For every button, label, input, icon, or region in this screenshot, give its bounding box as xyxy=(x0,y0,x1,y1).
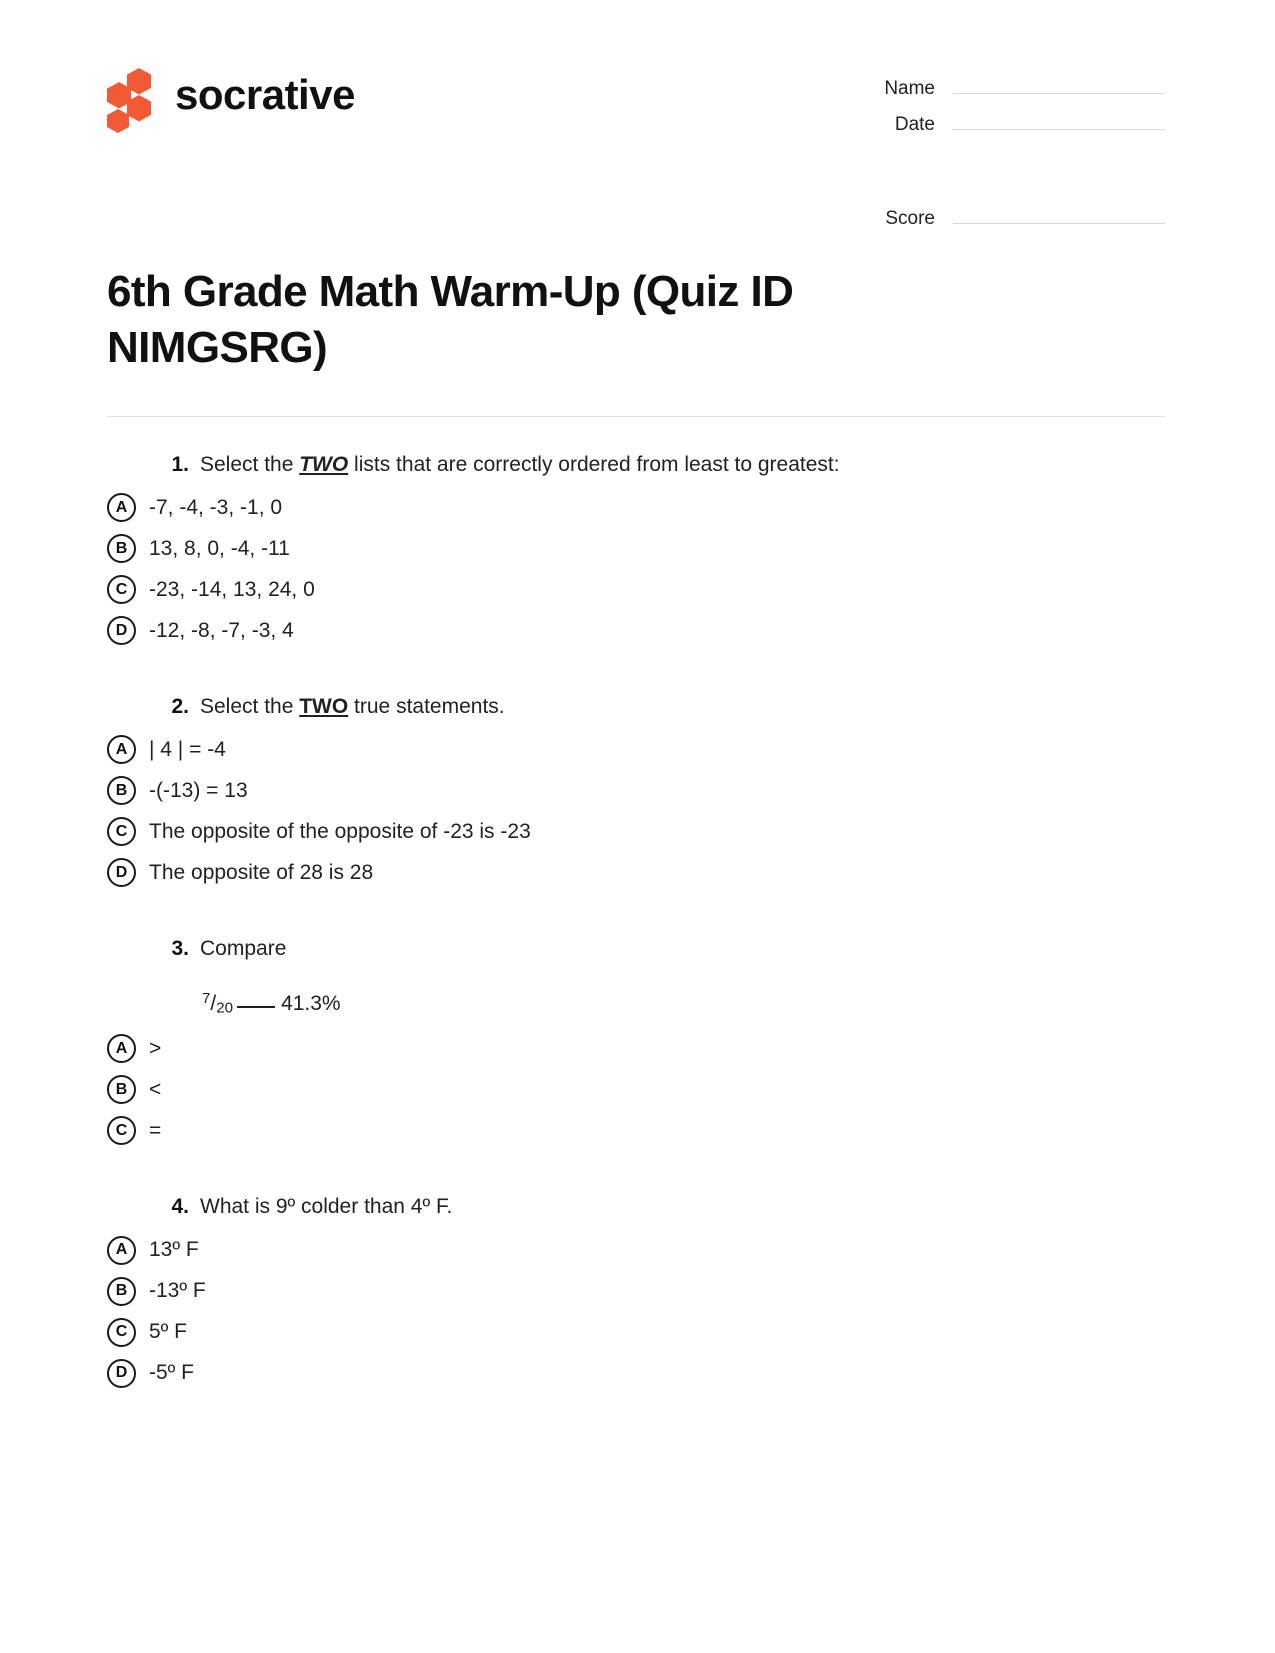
choice-1c-label: -23, -14, 13, 24, 0 xyxy=(149,577,315,601)
date-row xyxy=(835,108,1165,136)
question-2-text-before: Select the xyxy=(200,695,300,719)
question-4-number: 4. xyxy=(171,1195,189,1219)
choice-1b[interactable] xyxy=(107,534,1165,563)
comparison-value: 41.3% xyxy=(281,991,341,1015)
choice-2c[interactable] xyxy=(107,817,1165,846)
question-1-text-before: Select the xyxy=(200,452,300,476)
choice-1c[interactable] xyxy=(107,575,1165,604)
choice-1a[interactable] xyxy=(107,493,1165,522)
question-1-prompt xyxy=(165,451,1165,479)
choice-1c-bubble[interactable]: C xyxy=(107,575,136,604)
name-row xyxy=(835,72,1165,100)
questions-list xyxy=(0,451,1275,1388)
choice-1b-bubble[interactable]: B xyxy=(107,534,136,563)
student-info-block xyxy=(835,62,1165,238)
question-1-text xyxy=(200,451,840,479)
choice-3b[interactable] xyxy=(107,1075,1165,1104)
fraction-separator: / xyxy=(210,991,217,1015)
socrative-hexagons-icon xyxy=(107,68,159,122)
choice-1b-label: 13, 8, 0, -4, -11 xyxy=(149,536,290,560)
choice-2d-bubble[interactable]: D xyxy=(107,858,136,887)
question-4-prompt xyxy=(165,1193,1165,1221)
choice-3c-label: = xyxy=(149,1119,162,1143)
question-1 xyxy=(107,451,1165,645)
question-2-prompt xyxy=(165,693,1165,721)
choice-1d-bubble[interactable]: D xyxy=(107,616,136,645)
brand-wordmark: socrative xyxy=(175,71,355,118)
question-4 xyxy=(107,1193,1165,1387)
question-2-number: 2. xyxy=(171,695,189,719)
choice-2b-label: -(-13) = 13 xyxy=(149,779,248,803)
question-3-expression xyxy=(202,990,1165,1017)
choice-3b-label: < xyxy=(149,1078,162,1102)
choice-3c[interactable] xyxy=(107,1116,1165,1145)
title-area xyxy=(0,264,1275,376)
date-input[interactable] xyxy=(953,108,1165,130)
choice-1d-label: -12, -8, -7, -3, 4 xyxy=(149,618,294,642)
fraction-seven-twentieths xyxy=(202,990,233,1017)
fraction-denominator: 20 xyxy=(216,999,234,1017)
choice-4d-label: -5º F xyxy=(149,1361,195,1385)
choice-4d[interactable] xyxy=(107,1359,1165,1388)
choice-2c-label: The opposite of the opposite of -23 is -23 xyxy=(149,820,531,844)
choice-1d[interactable] xyxy=(107,616,1165,645)
question-4-text: What is 9º colder than 4º F. xyxy=(200,1195,453,1219)
choice-1a-label: -7, -4, -3, -1, 0 xyxy=(149,495,283,519)
question-2-text-after: true statements. xyxy=(348,695,505,719)
choice-2d-label: The opposite of 28 is 28 xyxy=(149,861,374,885)
question-4-choices xyxy=(107,1236,1165,1388)
question-2 xyxy=(107,693,1165,887)
question-1-text-after: lists that are correctly ordered from least to greatest: xyxy=(348,452,840,476)
choice-2d[interactable] xyxy=(107,858,1165,887)
page-title: 6th Grade Math Warm-Up (Quiz ID NIMGSRG) xyxy=(107,267,794,372)
choice-2a-bubble[interactable]: A xyxy=(107,735,136,764)
score-row xyxy=(835,202,1165,230)
question-2-text xyxy=(200,693,505,721)
choice-2a-label: | 4 | = -4 xyxy=(149,738,226,762)
choice-4c[interactable] xyxy=(107,1318,1165,1347)
name-label: Name xyxy=(884,78,935,99)
question-3-number: 3. xyxy=(171,937,189,961)
score-label: Score xyxy=(885,208,935,229)
socrative-logo xyxy=(107,62,355,122)
question-1-emphasis: TWO xyxy=(299,452,349,476)
question-1-choices xyxy=(107,493,1165,645)
choice-2c-bubble[interactable]: C xyxy=(107,817,136,846)
question-2-choices xyxy=(107,735,1165,887)
choice-3a[interactable] xyxy=(107,1034,1165,1063)
choice-3b-bubble[interactable]: B xyxy=(107,1075,136,1104)
choice-3a-label: > xyxy=(149,1037,162,1061)
choice-4c-label: 5º F xyxy=(149,1320,188,1344)
choice-4a-label: 13º F xyxy=(149,1238,199,1262)
choice-4b-label: -13º F xyxy=(149,1279,206,1303)
comparison-blank[interactable] xyxy=(237,1006,275,1008)
name-input[interactable] xyxy=(953,72,1165,94)
choice-4b[interactable] xyxy=(107,1277,1165,1306)
question-3 xyxy=(107,935,1165,1145)
page-header xyxy=(0,0,1275,238)
choice-2a[interactable] xyxy=(107,735,1165,764)
choice-4b-bubble[interactable]: B xyxy=(107,1277,136,1306)
choice-4a-bubble[interactable]: A xyxy=(107,1236,136,1265)
fraction-numerator: 7 xyxy=(202,989,211,1007)
choice-2b-bubble[interactable]: B xyxy=(107,776,136,805)
date-label: Date xyxy=(894,114,935,135)
choice-4d-bubble[interactable]: D xyxy=(107,1359,136,1388)
question-1-number: 1. xyxy=(171,452,189,476)
choice-4a[interactable] xyxy=(107,1236,1165,1265)
hexagon-icon-4 xyxy=(107,109,129,133)
choice-3a-bubble[interactable]: A xyxy=(107,1034,136,1063)
choice-3c-bubble[interactable]: C xyxy=(107,1116,136,1145)
score-input[interactable] xyxy=(953,202,1165,224)
choice-1a-bubble[interactable]: A xyxy=(107,493,136,522)
choice-2b[interactable] xyxy=(107,776,1165,805)
header-divider xyxy=(107,416,1165,417)
question-3-choices xyxy=(107,1034,1165,1145)
question-3-text: Compare xyxy=(200,937,287,961)
question-3-prompt xyxy=(165,935,1165,963)
choice-4c-bubble[interactable]: C xyxy=(107,1318,136,1347)
question-2-emphasis: TWO xyxy=(299,695,349,719)
